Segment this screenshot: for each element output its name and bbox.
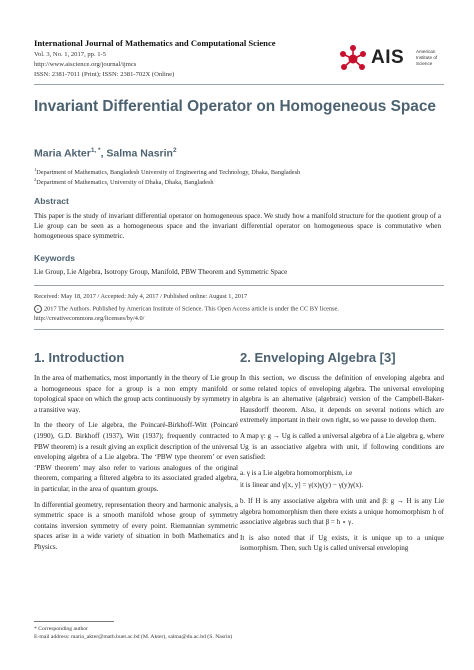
journal-name: International Journal of Mathematics and Computational Science <box>34 38 276 48</box>
author-name: Salma Nasrin <box>106 147 173 160</box>
paragraph: it is linear and γ[x, y] = γ(x)γ(y) − γ(y)γ(x). <box>240 481 364 490</box>
license-url[interactable]: http://creativecommons.org/licenses/by/4.0/ <box>34 315 145 322</box>
author-list: Maria Akter$^{1, *}$, Salma Nasrin$^2$ <box>34 147 177 160</box>
ais-logo-text: AIS <box>371 47 405 68</box>
paragraph: A map γ: g → Ug is called a universal algebra of a Lie algebra g, where Ug is an associative algebra with unit, if following conditions are satisfied: <box>240 431 444 462</box>
footnote-corresponding-author: * Corresponding author <box>34 626 89 632</box>
journal-url[interactable]: http://www.aiscience.org/journal/ijmcs <box>34 61 137 68</box>
affiliation-2: $^2$Department of Mathematics, University of Dhaka, Dhaka, Bangladesh <box>34 177 214 187</box>
copyright-icon: c <box>34 305 42 313</box>
author-affiliation-mark: 1, * <box>90 147 101 154</box>
affiliation-1: $^1$Department of Mathematics, Bangladesh University of Engineering and Technology, Dhaka, Bangladesh <box>34 167 301 177</box>
keywords-text: Lie Group, Lie Algebra, Isotropy Group, Manifold, PBW Theorem and Symmetric Space <box>34 268 288 276</box>
ais-logo-subtitle: American Institute of Science <box>416 49 438 66</box>
keywords-heading: Keywords <box>34 253 76 263</box>
paragraph: It is also noted that if Ug exists, it is unique up to a unique isomorphism. Then, such Ug is called universal enveloping <box>240 533 444 553</box>
author-affiliation-mark: 2 <box>172 147 177 154</box>
section-heading-enveloping-algebra: 2. Enveloping Algebra [3] <box>240 350 396 365</box>
journal-issn: ISSN: 2381-7011 (Print); ISSN: 2381-702X (Online) <box>34 71 175 78</box>
paragraph: In the theory of Lie algebra, the Poincaré-Birkhoff-Witt (Poincaré (1990), G.D. Birkhoff (1937), Witt (1937); frequently contracted to PBW theorem) is a result giving an explicit description of the universal enveloping algebra of a Lie algebra. The ‘PBW type theorem’ or even ‘PBW theorem’ may also refer to various analogues of the original theorem, comparing a filtered algebra to its associated graded algebra, in particular, in the area of quantum groups. <box>34 421 238 493</box>
meta-divider <box>34 285 444 286</box>
introduction-column <box>34 373 238 558</box>
paragraph: In this section, we discuss the definition of enveloping algebra and some related topics of enveloping algebra. The universal enveloping algebra is an alternative (algebraic) version of the Campbell-Baker-Hausdorff theorem. Also, it depends on several notions which are extremely important in their own right, so we pause to develop them. <box>240 374 444 425</box>
paragraph: In differential geometry, representation theory and harmonic analysis, a symmetric space is a smooth manifold whose group of symmetry contains inversion symmetry of every point. Riemannian symmetric spaces arise in a wide variety of situation in both Mathematics and Physics. <box>34 500 238 551</box>
header-divider <box>34 84 444 85</box>
abstract-text: This paper is the study of invariant differential operator on homogeneous space. We study how a manifold structure for the quotient group of a Lie group can be seen as a homogeneous space and the invariant differential operator on homogeneous space is commutative when homogeneous space symmetric. <box>34 212 441 241</box>
license-line: c 2017 The Authors. Published by American Institute of Science. This Open Access article is under the CC BY license. <box>34 305 339 313</box>
journal-volume: Vol. 3, No. 1, 2017, pp. 1-5 <box>34 51 107 58</box>
body-divider <box>34 329 444 330</box>
ais-network-icon <box>338 44 368 74</box>
author-name: Maria Akter <box>34 147 91 160</box>
footnote-divider <box>34 621 114 622</box>
article-title: Invariant Differential Operator on Homogeneous Space <box>34 98 436 115</box>
enveloping-algebra-column <box>240 373 444 559</box>
abstract-heading: Abstract <box>34 196 69 206</box>
ais-logo <box>338 44 448 74</box>
paragraph: a. γ is a Lie algebra homomorphism, i.e <box>240 468 353 477</box>
section-heading-introduction: 1. Introduction <box>34 350 125 365</box>
paragraph: In the area of mathematics, most importantly in the theory of Lie group a homogeneous space for a group is a non empty manifold or topological space on which the group acts continuously by symmetry in a transitive way. <box>34 374 238 414</box>
footnote-email: E-mail address: maria_akter@math.buet.ac.bd (M. Akter), salma@du.ac.bd (S. Nasrin) <box>34 634 233 640</box>
paragraph: b. If H is any associative algebra with unit and β: g → H is any Lie algebra homomorphism then there exists a unique homomorphism h of associative algebras such that β = h ∘ γ. <box>240 496 444 527</box>
publication-dates: Received: May 18, 2017 / Accepted: July 4, 2017 / Published online: August 1, 2017 <box>34 293 248 300</box>
